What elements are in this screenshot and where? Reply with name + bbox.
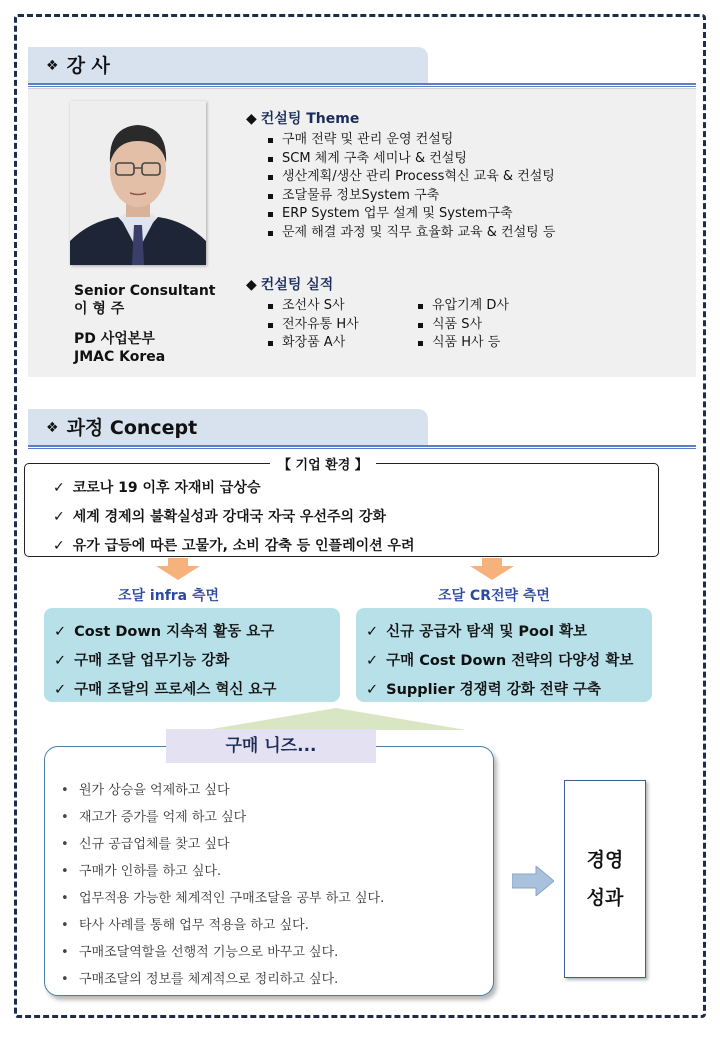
infra-aspect-box (44, 608, 340, 702)
list-item: 조선사 S사 (268, 297, 396, 316)
env-list (53, 474, 658, 561)
results-title: ◆ 컨설팅 실적 (246, 277, 334, 293)
results-list-left (246, 297, 396, 353)
diamond-bullet-icon: ❖ (46, 420, 59, 436)
check-icon: ✓ (54, 653, 67, 669)
list-item: ✓ 코로나 19 이후 자재비 급상승 (53, 480, 261, 496)
outcome-line1: 경영 (586, 849, 624, 871)
cr-list (366, 618, 652, 705)
list-item: 생산계획/생산 관리 Process혁신 교육 & 컨설팅 (268, 168, 555, 187)
theme-list (246, 131, 555, 243)
check-icon: ✓ (366, 653, 379, 669)
consulting-theme-block (246, 108, 555, 243)
list-item: • 구매조달역할을 선행적 기능으로 바꾸고 싶다. (61, 939, 493, 966)
cr-strategy-label: 조달 CR전략 측면 (438, 588, 550, 604)
instructor-name-block (74, 282, 216, 366)
section-rule (28, 445, 696, 449)
list-item: 식품 H사 등 (418, 334, 546, 353)
instructor-photo (70, 101, 206, 265)
list-item: ✓ 신규 공급자 탐색 및 Pool 확보 (366, 624, 587, 640)
list-item: 식품 S사 (418, 316, 546, 335)
check-icon: ✓ (53, 480, 65, 496)
list-item: • 신규 공급업체를 찾고 싶다 (61, 831, 493, 858)
list-item: ERP System 업무 설계 및 System구축 (268, 205, 555, 224)
list-item: ✓ 구매 조달의 프로세스 혁신 요구 (54, 682, 277, 698)
needs-list (61, 777, 493, 993)
management-outcome-box (564, 780, 646, 978)
list-item: ✓ 세계 경제의 불확실성과 강대국 자국 우선주의 강화 (53, 509, 386, 525)
list-item: ✓ 유가 급등에 따른 고물가, 소비 감축 등 인플레이션 우려 (53, 538, 415, 554)
diamond-bullet-icon: ◆ (246, 277, 257, 293)
down-arrow-icon (156, 558, 200, 580)
diamond-bullet-icon: ❖ (46, 58, 59, 74)
list-item: 전자유통 H사 (268, 316, 396, 335)
results-list-right (396, 297, 546, 353)
right-arrow-icon (512, 866, 554, 896)
check-icon: ✓ (53, 538, 65, 554)
instructor-org: JMAC Korea (74, 349, 166, 365)
instructor-dept: PD 사업본부 (74, 331, 155, 347)
purchase-needs-box (44, 746, 494, 996)
check-icon: ✓ (54, 682, 67, 698)
instructor-role: Senior Consultant (74, 283, 216, 299)
instructor-name: 이 형 주 (74, 301, 125, 317)
concept-header-text: 과정 Concept (66, 417, 198, 439)
env-title: 【 기업 환경 】 (270, 454, 376, 473)
diamond-bullet-icon: ◆ (246, 111, 257, 127)
theme-title: ◆ 컨설팅 Theme (246, 111, 360, 127)
section-rule (28, 83, 696, 87)
check-icon: ✓ (366, 624, 379, 640)
list-item: 화장품 A사 (268, 334, 396, 353)
consulting-results-block (246, 274, 546, 353)
cr-strategy-box (356, 608, 652, 702)
infra-list (54, 618, 340, 705)
list-item: • 업무적용 가능한 체계적인 구매조달을 공부 하고 싶다. (61, 885, 493, 912)
list-item: 조달물류 정보System 구축 (268, 187, 555, 206)
list-item: ✓ Cost Down 지속적 활동 요구 (54, 624, 275, 640)
list-item: • 구매가 인하를 하고 싶다. (61, 858, 493, 885)
concept-section-header (28, 409, 428, 445)
list-item: ✓ Supplier 경쟁력 강화 전략 구축 (366, 682, 601, 698)
check-icon: ✓ (366, 682, 379, 698)
instructor-header-text: 강 사 (66, 55, 110, 77)
list-item: SCM 체계 구축 세미나 & 컨설팅 (268, 150, 555, 169)
list-item: • 타사 사례를 통해 업무 적용을 하고 싶다. (61, 912, 493, 939)
list-item: • 재고가 증가를 억제 하고 싶다 (61, 804, 493, 831)
check-icon: ✓ (54, 624, 67, 640)
down-arrow-icon (470, 558, 514, 580)
list-item: • 구매조달의 정보를 체계적으로 정리하고 싶다. (61, 966, 493, 993)
funnel-shape (206, 708, 466, 730)
list-item: • 원가 상승을 억제하고 싶다 (61, 777, 493, 804)
list-item: 유압기계 D사 (418, 297, 546, 316)
infra-aspect-label: 조달 infra 측면 (118, 588, 220, 604)
check-icon: ✓ (53, 509, 65, 525)
instructor-section-header (28, 47, 428, 83)
business-environment-box (24, 463, 659, 557)
list-item: ✓ 구매 조달 업무기능 강화 (54, 653, 230, 669)
list-item: 문제 해결 과정 및 직무 효율화 교육 & 컨설팅 등 (268, 224, 555, 243)
list-item: 구매 전략 및 관리 운영 컨설팅 (268, 131, 555, 150)
outcome-line2: 성과 (586, 887, 624, 909)
portrait-illustration (70, 101, 206, 265)
needs-title: 구매 니즈... (166, 729, 376, 763)
list-item: ✓ 구매 Cost Down 전략의 다양성 확보 (366, 653, 634, 669)
